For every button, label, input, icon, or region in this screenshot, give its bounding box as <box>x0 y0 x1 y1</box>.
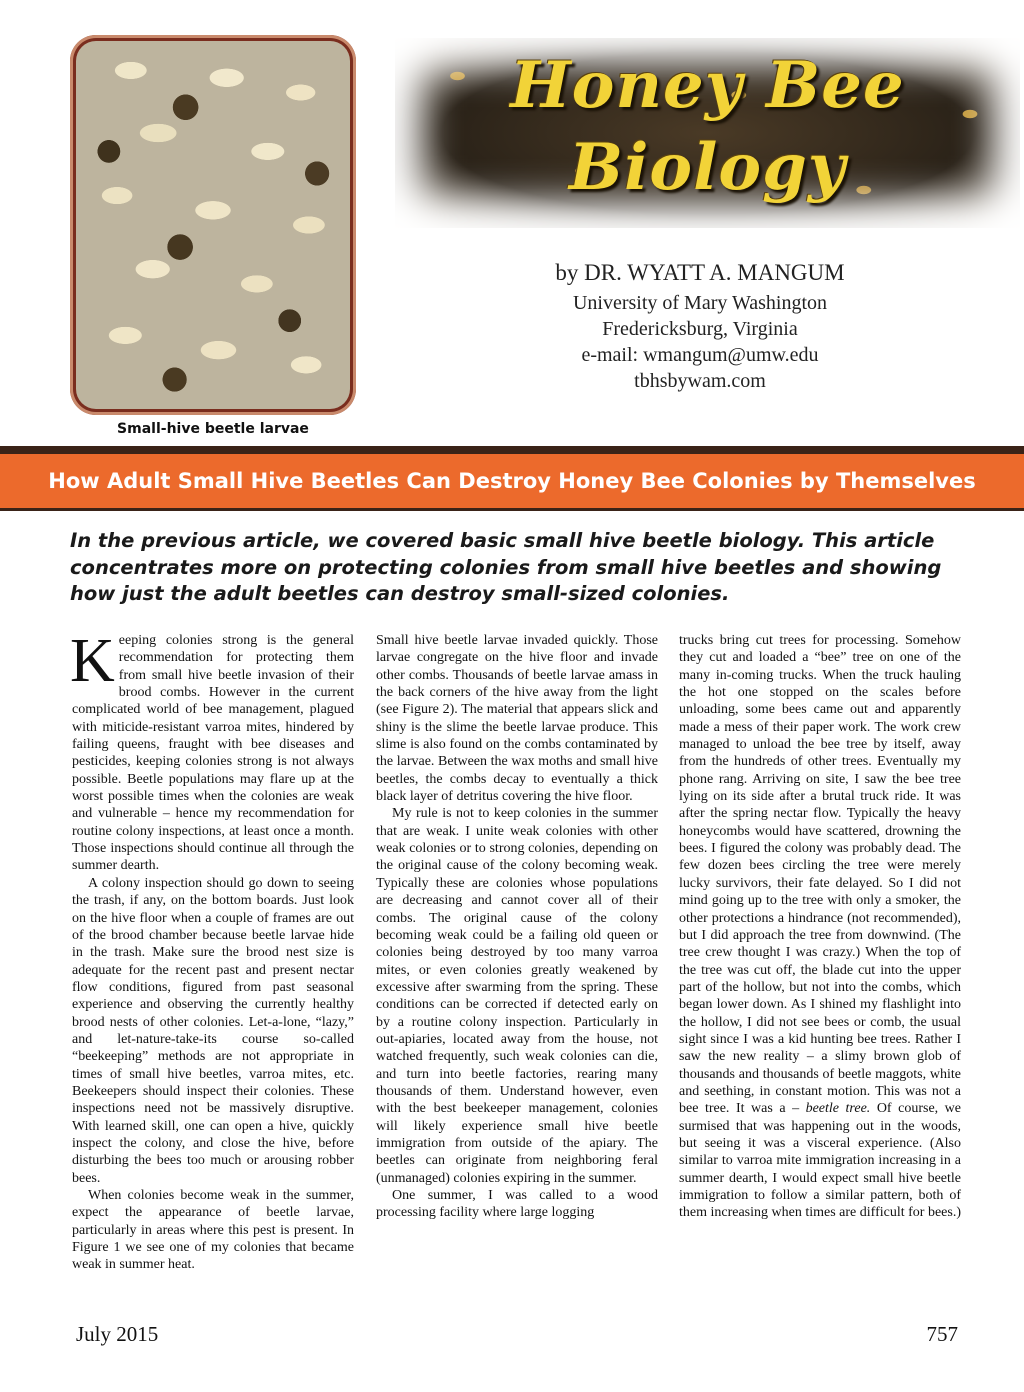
page-number: 757 <box>926 1322 958 1346</box>
author-affiliation: University of Mary Washington <box>572 292 828 314</box>
beetle-larvae-photo <box>76 41 350 409</box>
article-column-1 <box>70 627 354 1274</box>
paragraph: One summer, I was called to a wood processing facility where large logging <box>376 1188 658 1221</box>
title-line-2: Biology <box>568 130 847 205</box>
article-column-3 <box>679 632 961 1222</box>
paragraph-text: eeping colonies strong is the general recommendation for protecting them from small hive beetle invasion of their brood combs. However in the current complicated world of bee management, plagued with miticide-resistant varroa mites, hindered by failing queens, fraught with bee diseases and pesticides, keeping colonies strong is not always possible. Beetle populations may flare up at the worst possible times when the colonies are weak and vulnerable – hence my recommendation for routine colony inspections, at least once a month. Those inspections should continue all through the summer dearth. <box>72 633 354 874</box>
issue-date: July 2015 <box>76 1322 159 1346</box>
article-column-2 <box>376 632 658 1222</box>
author-email: e-mail: wmangum@umw.edu <box>581 344 819 366</box>
paragraph: My rule is not to keep colonies in the summer that are weak. I unite weak colonies with other weak colonies or to strong colonies, depending on the original cause of the colony becoming weak. Typically these are colonies whose populations are decreasing and cannot cover all of their combs. The original cause of the colony becoming weak could be a failing old queen or colonies being destroyed by too many varroa mites, or even colonies greatly weakened by excessive after swarming from the spring. These conditions can be corrected if detected early on by a routine colony inspection. Particularly in out-apiaries, located away from the house, not watched frequently, such weak colonies can die, and turn into beetle factories, rearing many thousands of them. Understand however, even with the best beekeeper management, colonies will likely experience small hive beetle immigration from outside of the apiary. The beetles can originate from neighboring feral (unmanaged) colonies expiring in the summer. <box>376 806 658 1186</box>
subtitle-bar-top-rule <box>0 446 1024 454</box>
paragraph-text: Of course, we surmised that was happening out in the woods, but seeing it was a visceral experience. (Also similar to varroa mite immigration increasing in a summer dearth, I would expect small hive beetle immigration to follow a similar pattern, both of them increasing when times are difficult for bees.) <box>679 1101 962 1221</box>
article-subtitle: How Adult Small Hive Beetles Can Destroy Honey Bee Colonies by Themselves <box>0 454 1024 508</box>
drop-cap: K <box>70 627 115 695</box>
paragraph: A colony inspection should go down to seeing the trash, if any, on the bottom boards. Just look on the hive floor when a couple of frames are out of the brood chamber because beetle larvae hide in the trash. Make sure the brood nest size is adequate for the recent past and present nectar flow conditions, figured from past seasonal experience and observing the currently healthy brood nests of other colonies. Let-a-lone, “lazy,” and let-nature-take-its course so-called “beekeeping” methods are not appropriate in times of small hive beetles, varroa mites, etc. Beekeepers should inspect their colonies. These inspections need not be massively disruptive. With learned skill, one can open a hive, quickly inspect the colony, and close the hive, before disturbing the bees too much or arousing robber bees. <box>72 875 354 1186</box>
article-intro: In the previous article, we covered basic small hive beetle biology. This article concentrates more on protecting colonies from small hive beetles and showing how just the adult beetles can destroy small-sized colonies. <box>70 529 942 605</box>
byline <box>430 260 970 394</box>
title-banner <box>395 38 1020 228</box>
photo-frame <box>70 35 356 415</box>
title-line-1: Honey Bee <box>510 48 905 123</box>
author-website: tbhsbywam.com <box>634 370 766 392</box>
paragraph-text: trucks bring cut trees for processing. Somehow they cut and loaded a “bee” tree on one of the many in-coming trucks. When the truck hauling the hot one stopped on the scales before unloading, some bees came out and apparently made a mess of their paper work. The work crew managed to unload the bee tree by itself, away from the hundreds of other trees. Eventually my phone rang. Arriving on site, I saw the bee tree lying on its side after a brutal truck ride. It was after the spring nectar flow. Typically the heavy honeycombs would have scattered, drowning the bees. I figured the colony was probably dead. The few dozen bees circling the tree were merely lucky survivors, their fate delayed. So I did not mind going up to the tree with only a smoker, the other protections a hindrance (not recommended), but I did approach the tree from downwind. (The tree crew thought I was crazy.) When the top of the tree was cut off, the blade cut into the upper part of the hollow, but not into the combs, which began lower down. As I shined my flashlight into the hollow, I did not see bees or comb, the usual sight since I was a kid hunting bee trees. Rather I saw the new reality – a slimy brown glob of thousands and thousands of beetle maggots, white and seething, in constant motion. This was not a bee tree. It was a – <box>679 633 961 1117</box>
emphasis-text: beetle tree. <box>805 1101 871 1117</box>
paragraph <box>679 632 961 1222</box>
photo-caption: Small-hive beetle larvae <box>117 421 309 437</box>
paragraph: When colonies become weak in the summer, expect the appearance of beetle larvae, particularly in areas where this pest is present. In Figure 1 we see one of my colonies that became weak in summer heat. <box>72 1188 354 1273</box>
author-name: by DR. WYATT A. MANGUM <box>555 260 845 285</box>
paragraph: Small hive beetle larvae invaded quickly. Those larvae congregate on the hive floor and invade other combs. Thousands of beetle larvae amass in the back corners of the hive away from the light (see Figure 2). The material that appears slick and shiny is the slime the beetle larvae produce. This slime is also found on the combs contaminated by the larvae. Between the wax moths and small hive beetles, the combs decay to eventually a thick black layer of detritus covering the hive floor. <box>376 633 658 805</box>
author-location: Fredericksburg, Virginia <box>602 318 798 340</box>
subtitle-bar-bottom-rule <box>0 508 1024 511</box>
paragraph <box>70 627 354 875</box>
